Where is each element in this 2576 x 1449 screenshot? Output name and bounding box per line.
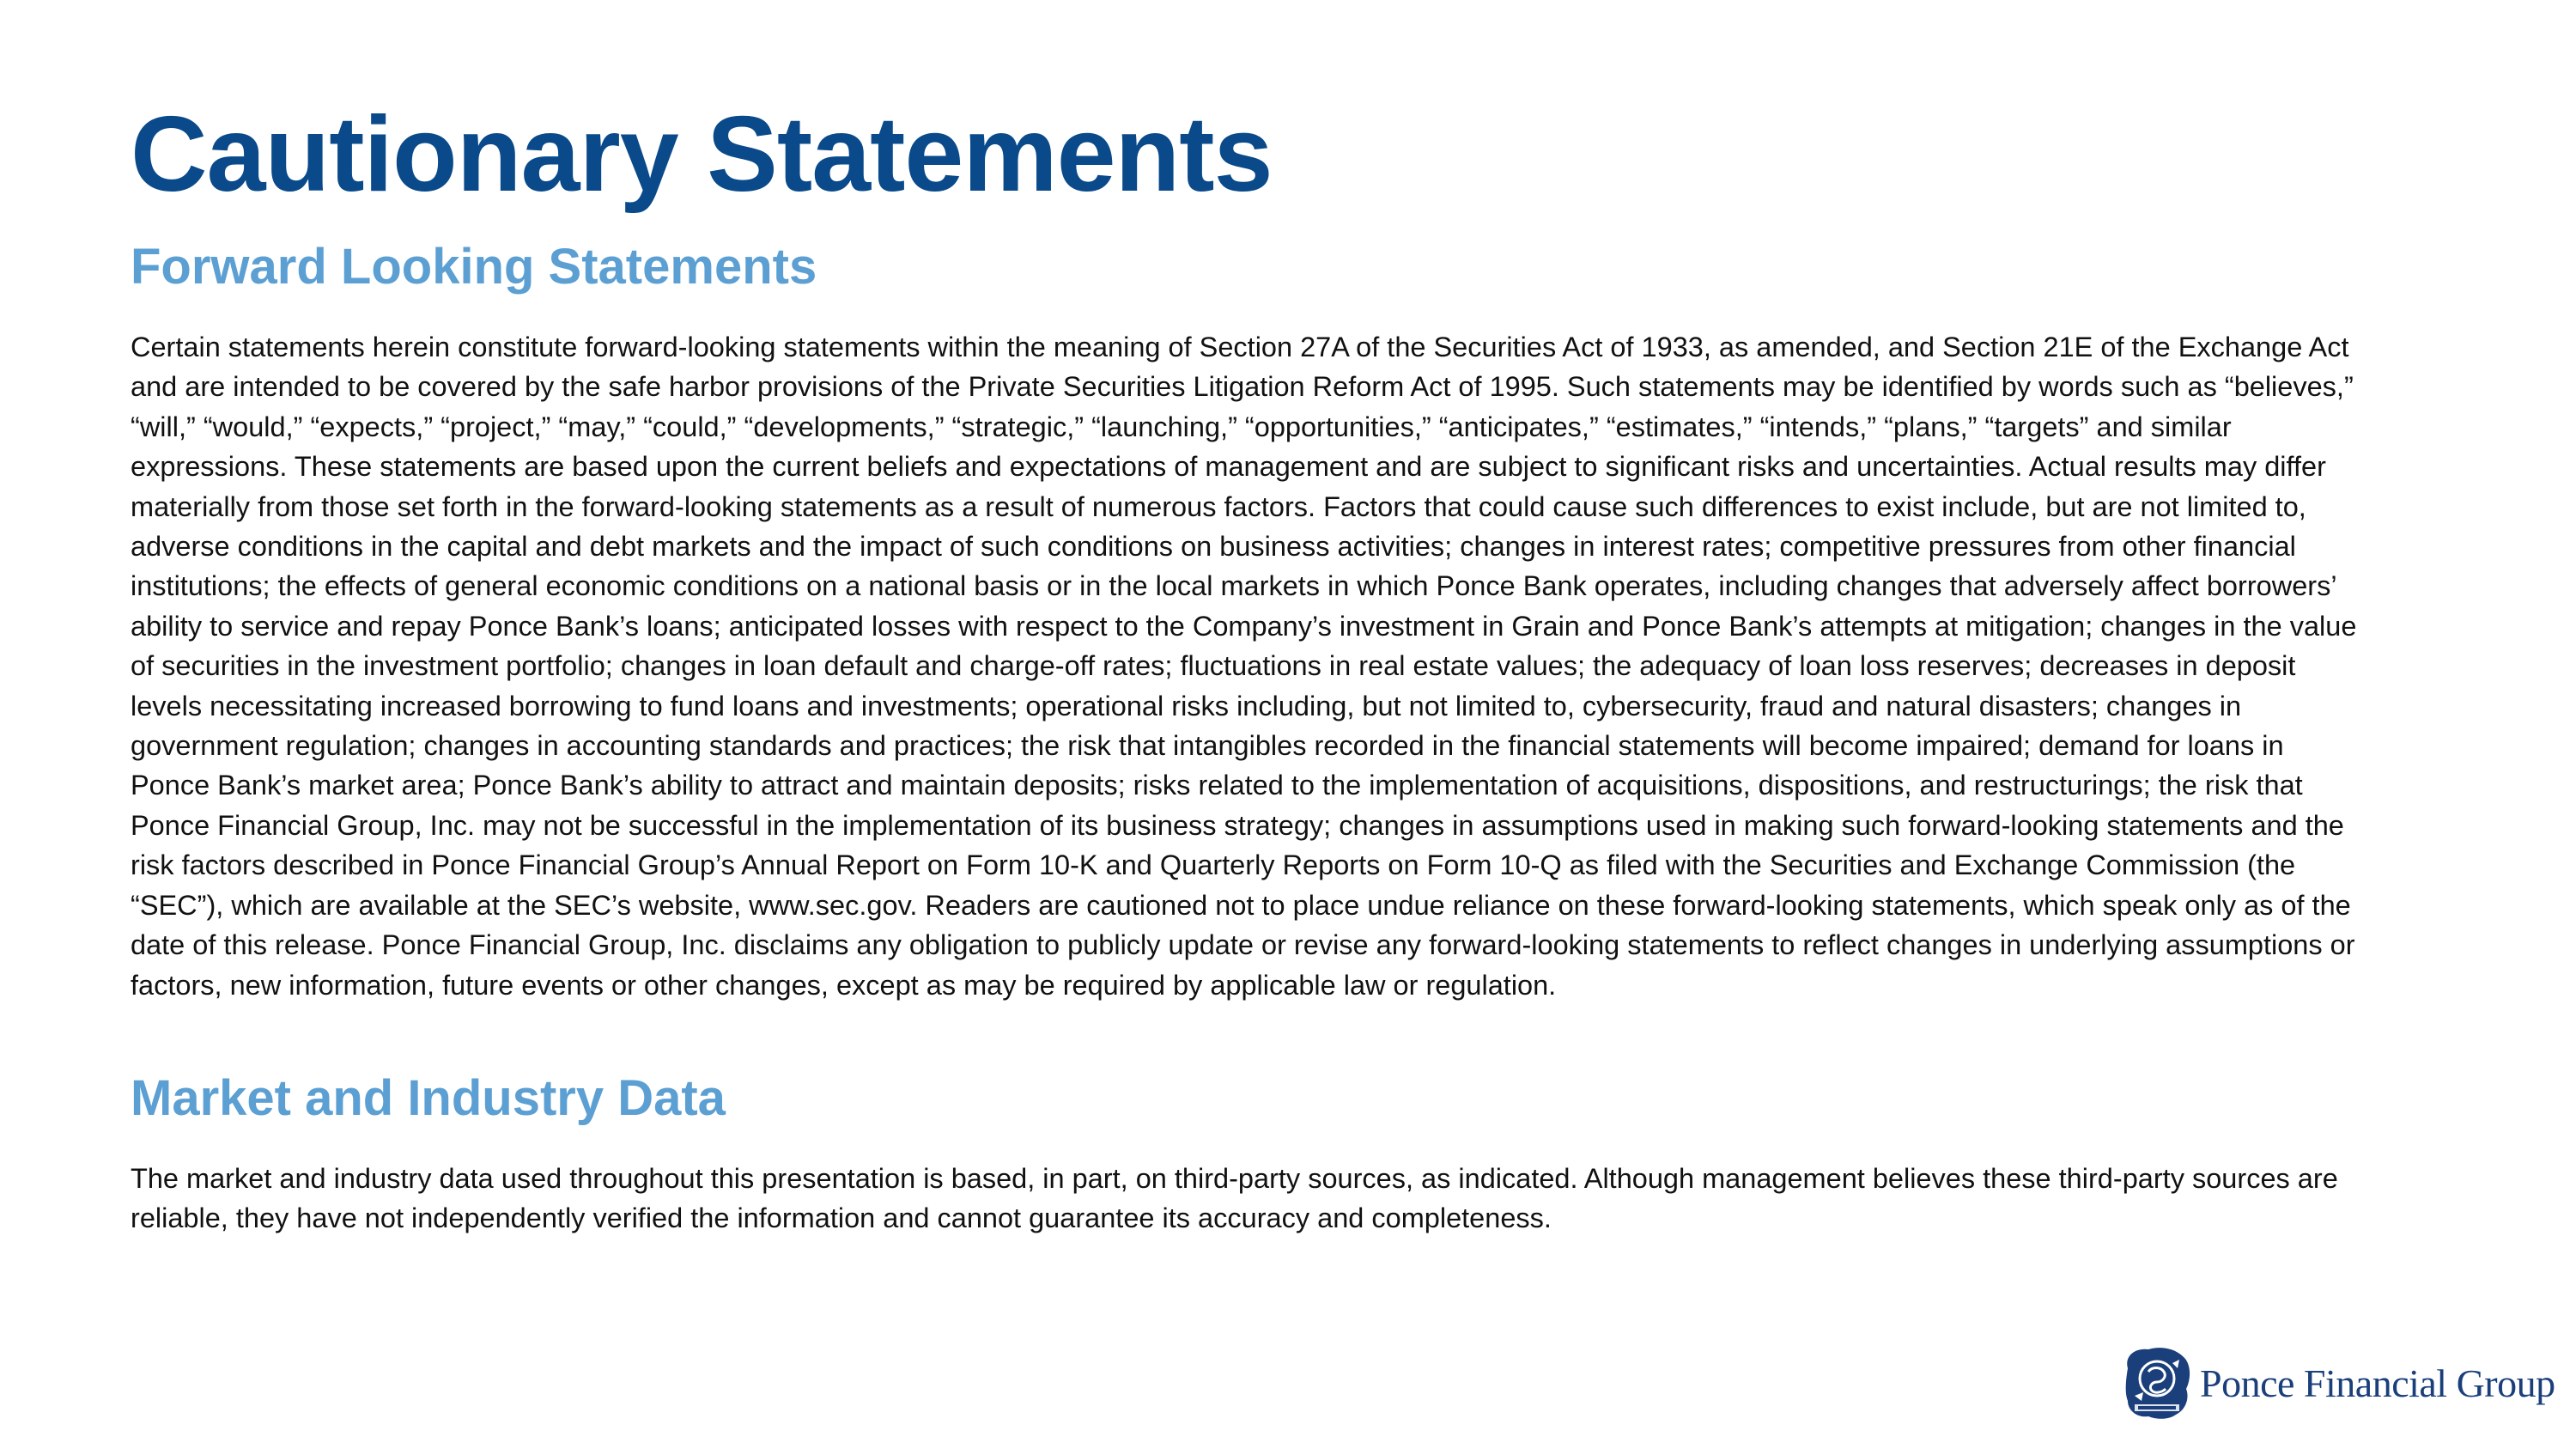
section-heading-market-data: Market and Industry Data: [131, 1070, 726, 1126]
ponce-seal-icon: [2123, 1344, 2193, 1422]
section-body-market-data: The market and industry data used throughout this presentation is based, in part, on third-party sources, as indicated. Although management believes these third-party sources are reliable, they have not independently verified the information and cannot guarantee its accuracy and completeness.: [131, 1163, 2338, 1234]
company-logo: [2123, 1340, 2555, 1426]
logo-text: Ponce Financial Group: [2200, 1361, 2555, 1405]
section-heading-forward-looking: Forward Looking Statements: [131, 239, 817, 295]
page-title: Cautionary Statements: [131, 95, 1273, 214]
section-body-forward-looking: Certain statements herein constitute forward-looking statements within the meaning of Section 27A of the Securities Act of 1933, as amended, and Section 21E of the Exchange Act and are intended to be covered by the safe harbor provisions of the Private Securities Litigation Reform Act of 1995. Such statements may be identified by words such as “believes,” “will,” “would,” “expects,” “project,” “may,” “could,” “developments,” “strategic,” “launching,” “opportunities,” “anticipates,” “estimates,” “intends,” “plans,” “targets” and similar expressions. These statements are based upon the current beliefs and expectations of management and are subject to significant risks and uncertainties. Actual results may differ materially from those set forth in the forward-looking statements as a result of numerous factors. Factors that could cause such differences to exist include, but are not limited to, adverse conditions in the capital and debt markets and the impact of such conditions on business activities; changes in interest rates; competitive pressures from other financial institutions; the effects of general economic conditions on a national basis or in the local markets in which Ponce Bank operates, including changes that adversely affect borrowers’ ability to service and repay Ponce Bank’s loans; anticipated losses with respect to the Company’s investment in Grain and Ponce Bank’s attempts at mitigation; changes in the value of securities in the investment portfolio; changes in loan default and charge-off rates; fluctuations in real estate values; the adequacy of loan loss reserves; decreases in deposit levels necessitating increased borrowing to fund loans and investments; operational risks including, but not limited to, cybersecurity, fraud and natural disasters; changes in government regulation; changes in accounting standards and practices; the risk that intangibles recorded in the financial statements will become impaired; demand for loans in Ponce Bank’s market area; Ponce Bank’s ability to attract and maintain deposits; risks related to the implementation of acquisitions, dispositions, and restructurings; the risk that Ponce Financial Group, Inc. may not be successful in the implementation of its business strategy; changes in assumptions used in making such forward-looking statements and the risk factors described in Ponce Financial Group’s Annual Report on Form 10-K and Quarterly Reports on Form 10-Q as filed with the Securities and Exchange Commission (the “SEC”), which are available at the SEC’s website, www.sec.gov. Readers are cautioned not to place undue reliance on these forward-looking statements, which speak only as of the date of this release. Ponce Financial Group, Inc. disclaims any obligation to publicly update or revise any forward-looking statements to reflect changes in underlying assumptions or factors, new information, future events or other changes, except as may be required by applicable law or regulation.: [131, 332, 2357, 1001]
